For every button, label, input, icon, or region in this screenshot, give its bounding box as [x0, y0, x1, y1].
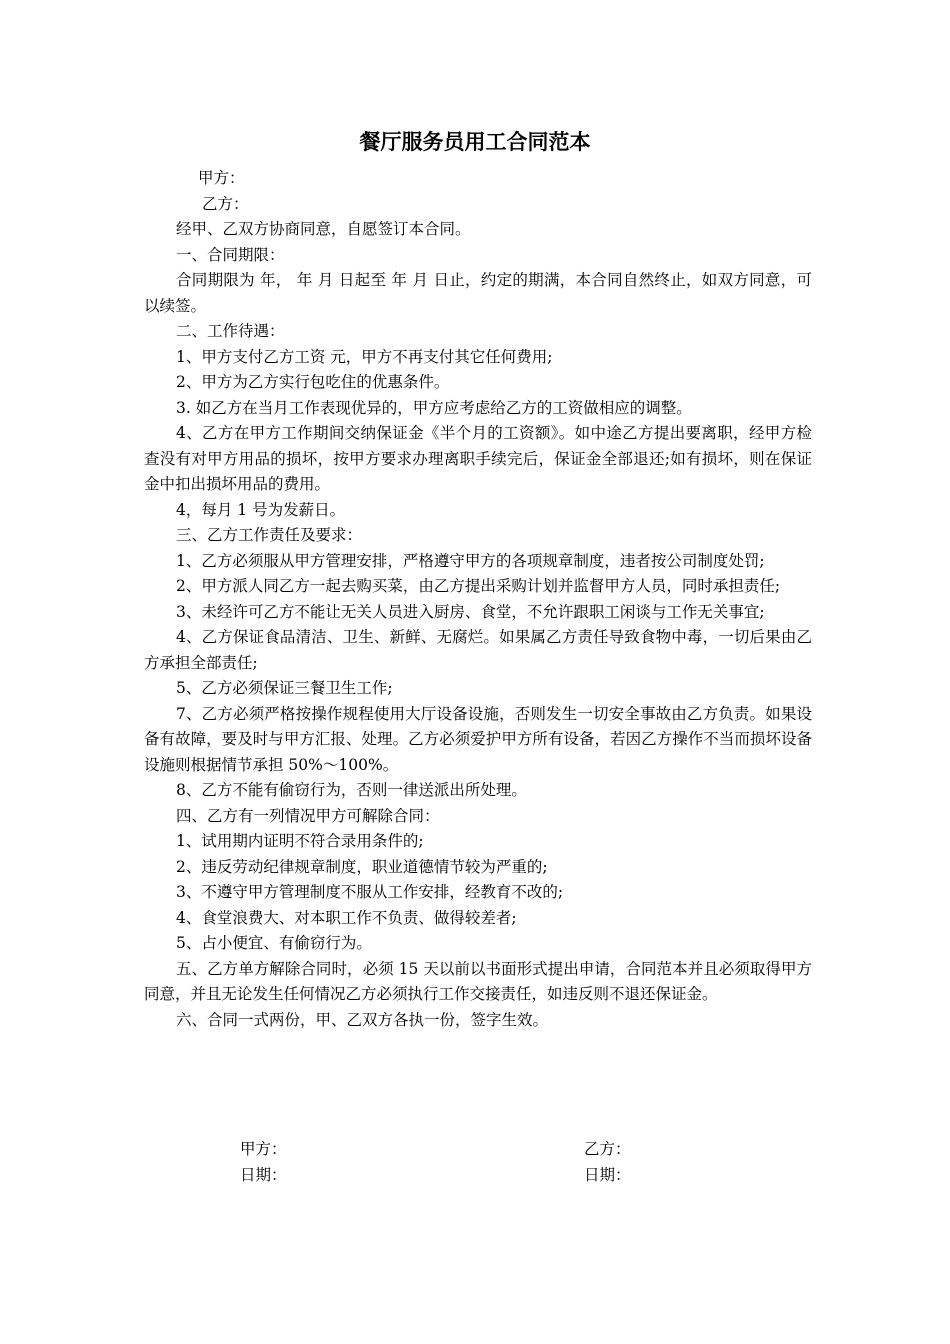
paragraph: 合同期限为 年， 年 月 日起至 年 月 日止，约定的期满，本合同自然终止，如双方同意，可以续签。	[144, 271, 812, 315]
paragraph: 1、试用期内证明不符合录用条件的;	[176, 832, 424, 850]
section-heading: 三、乙方工作责任及要求：	[176, 526, 363, 544]
paragraph: 8、乙方不能有偷窃行为，否则一律送派出所处理。	[176, 781, 527, 799]
signature-party-b-label: 乙方：	[584, 1140, 631, 1158]
paragraph: 3. 如乙方在当月工作表现优异的，甲方应考虑给乙方的工资做相应的调整。	[176, 398, 692, 417]
paragraph: 4、乙方在甲方工作期间交纳保证金《半个月的工资额》。如中途乙方提出要离职，经甲方检查没有对甲方用品的损坏，按甲方要求办理离职手续完后，保证金全部退还;如有损坏，则在保证金中扣出损坏用品的费用。	[144, 424, 812, 493]
paragraph: 3、不遵守甲方管理制度不服从工作安排，经教育不改的;	[176, 883, 564, 901]
paragraph: 4，每月 1 号为发薪日。	[176, 500, 346, 519]
signature-party-b-date: 日期：	[584, 1166, 631, 1184]
section-heading: 四、乙方有一列情况甲方可解除合同：	[176, 806, 440, 825]
paragraph: 4、食堂浪费大、对本职工作不负责、做得较差者;	[176, 908, 517, 927]
paragraph: 4、乙方保证食品清洁、卫生、新鲜、无腐烂。如果属乙方责任导致食物中毒，一切后果由乙方承担全部责任;	[144, 628, 812, 672]
signature-party-a	[240, 1136, 287, 1188]
paragraph: 3、未经许可乙方不能让无关人员进入厨房、食堂，不允许跟职工闲谈与工作无关事宜;	[176, 602, 765, 621]
paragraph: 1、甲方支付乙方工资 元，甲方不再支付其它任何费用;	[176, 347, 553, 366]
paragraph: 经甲、乙双方协商同意，自愿签订本合同。	[176, 220, 471, 238]
document-body	[144, 166, 812, 1033]
signature-party-a-label: 甲方：	[240, 1140, 287, 1158]
party-a-line: 甲方：	[198, 169, 245, 187]
paragraph: 5、占小便宜、有偷窃行为。	[176, 934, 372, 952]
signature-party-b	[584, 1136, 631, 1188]
party-b-line: 乙方：	[202, 194, 249, 213]
signature-party-a-date: 日期：	[240, 1166, 287, 1184]
document-title: 餐厅服务员用工合同范本	[359, 130, 591, 154]
paragraph: 1、乙方必须服从甲方管理安排，严格遵守甲方的各项规章制度，违者按公司制度处罚;	[176, 551, 765, 570]
paragraph: 7、乙方必须严格按操作规程使用大厅设备设施，否则发生一切安全事故由乙方负责。如果设备有故障，要及时与甲方汇报、处理。乙方必须爱护甲方所有设备，若因乙方操作不当而损坏设备设施则根据情节承担 50%～100%。	[144, 704, 812, 774]
paragraph: 2、甲方为乙方实行包吃住的优惠条件。	[176, 373, 450, 391]
paragraph: 2、违反劳动纪律规章制度，职业道德情节较为严重的;	[176, 857, 548, 876]
section-heading: 一、合同期限：	[176, 245, 285, 264]
paragraph: 六、合同一式两份，甲、乙双方各执一份，签字生效。	[176, 1010, 549, 1029]
paragraph: 5、乙方必须保证三餐卫生工作;	[176, 679, 393, 697]
section-heading: 二、工作待遇：	[176, 322, 285, 340]
paragraph: 2、甲方派人同乙方一起去购买菜，由乙方提出采购计划并监督甲方人员，同时承担责任;	[176, 577, 781, 595]
paragraph: 五、乙方单方解除合同时，必须 15 天以前以书面形式提出申请，合同范本并且必须取得甲方同意，并且无论发生任何情况乙方必须执行工作交接责任，如违反则不退还保证金。	[144, 959, 812, 1003]
